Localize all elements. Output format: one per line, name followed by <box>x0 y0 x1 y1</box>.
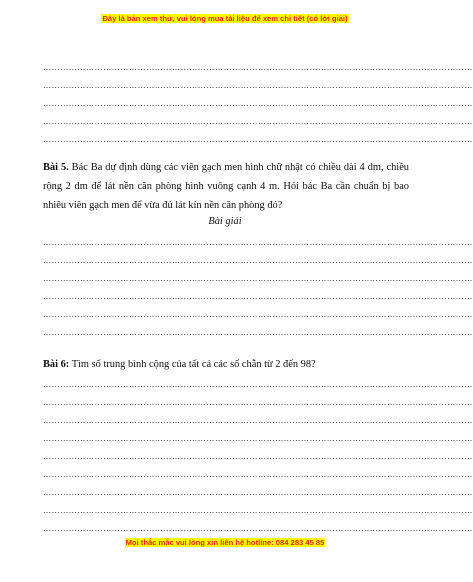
answer-line: …………………………………………………………………………………………………………………………………… <box>43 524 473 533</box>
answer-line: …………………………………………………………………………………………………………………………………… <box>43 398 473 407</box>
answer-line: …………………………………………………………………………………………………………………………………… <box>43 328 473 337</box>
answer-line: …………………………………………………………………………………………………………………………………… <box>43 292 473 301</box>
problem-6-text: Tìm số trung bình cộng của tất cả các số chẵn từ 2 đến 98? <box>69 359 316 370</box>
answer-line: …………………………………………………………………………………………………………………………………… <box>43 506 473 515</box>
answer-line: …………………………………………………………………………………………………………………………………… <box>43 452 473 461</box>
problem-5-text: Bác Ba dự định dùng các viên gạch men hình chữ nhật có chiều dài 4 dm, chiều rộng 2 dm để lát nền căn phòng hình vuông cạnh 4 m. Hỏi bác Ba cần chuẩn bị bao nhiêu viên gạch men để vừa đủ lát kín nền căn phòng đó? <box>43 162 410 211</box>
hotline-banner <box>0 538 450 547</box>
answer-line: …………………………………………………………………………………………………………………………………… <box>43 434 473 443</box>
problem-5 <box>43 158 409 215</box>
answer-line: …………………………………………………………………………………………………………………………………… <box>43 256 473 265</box>
answer-line: …………………………………………………………………………………………………………………………………… <box>43 380 473 389</box>
answer-line: …………………………………………………………………………………………………………………………………… <box>43 274 473 283</box>
answer-line: …………………………………………………………………………………………………………………………………… <box>43 238 473 247</box>
problem-6 <box>43 355 409 374</box>
solution-heading: Bài giải <box>208 216 242 227</box>
answer-line: …………………………………………………………………………………………………………………………………… <box>43 470 473 479</box>
preview-banner-text: Đây là bản xem thử, vui lòng mua tài liệu để xem chi tiết (có lời giải) <box>102 14 348 23</box>
answer-line: …………………………………………………………………………………………………………………………………… <box>43 310 473 319</box>
problem-6-label: Bài 6: <box>43 359 70 370</box>
answer-line: …………………………………………………………………………………………………………………………………… <box>43 63 473 72</box>
answer-line: …………………………………………………………………………………………………………………………………… <box>43 117 473 126</box>
answer-line: …………………………………………………………………………………………………………………………………… <box>43 416 473 425</box>
problem-5-label: Bài 5. <box>43 162 69 173</box>
answer-line: …………………………………………………………………………………………………………………………………… <box>43 135 473 144</box>
answer-line: …………………………………………………………………………………………………………………………………… <box>43 99 473 108</box>
answer-line: …………………………………………………………………………………………………………………………………… <box>43 488 473 497</box>
hotline-banner-text: Mọi thắc mắc vui lòng xin liên hệ hotline: 084 283 45 85 <box>125 538 325 547</box>
answer-line: …………………………………………………………………………………………………………………………………… <box>43 81 473 90</box>
preview-banner <box>0 14 450 23</box>
